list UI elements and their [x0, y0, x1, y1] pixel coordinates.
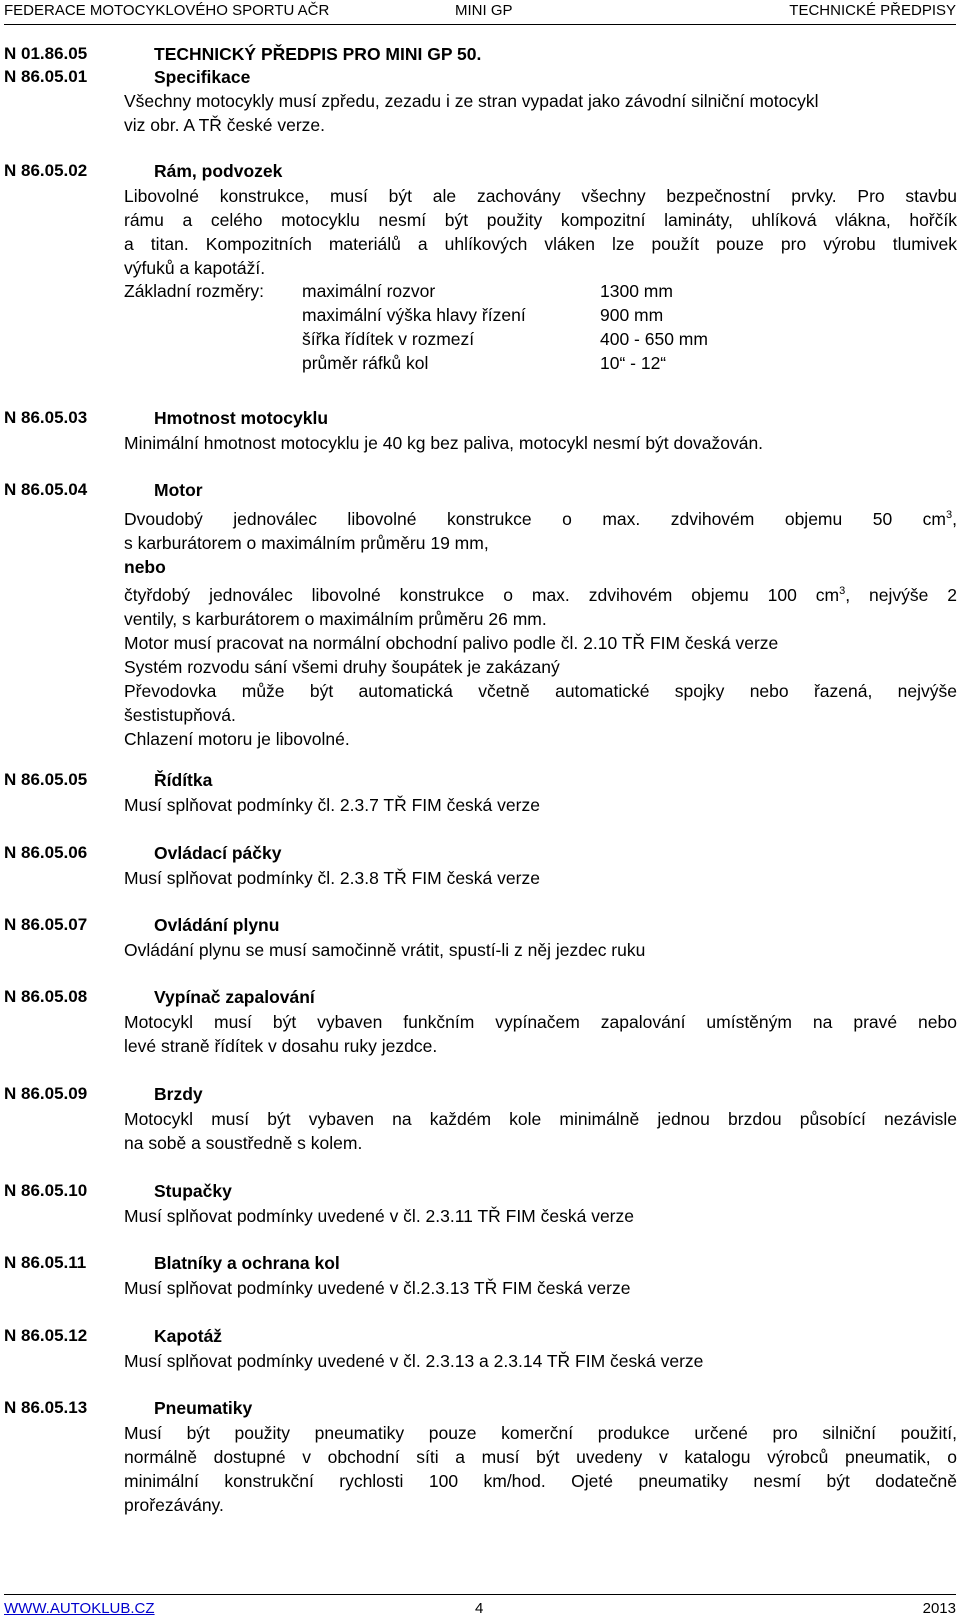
section-number: N 86.05.04 [4, 480, 88, 499]
dimension-name: maximální rozvor [302, 281, 436, 301]
section-number: N 86.05.12 [4, 1326, 88, 1345]
section-title: Kapotáž [154, 1326, 223, 1346]
body-line: Motocykl musí být vybaven na každém kole minimálně jednou brzdou působící nezávisle [124, 1109, 957, 1129]
body-line: levé straně řídítek v dosahu ruky jezdce. [124, 1036, 438, 1056]
section-number: N 86.05.10 [4, 1181, 88, 1200]
section-title: Blatníky a ochrana kol [154, 1253, 340, 1273]
section-body [124, 866, 957, 890]
section-number: N 86.05.08 [4, 987, 88, 1006]
body-line: minimální konstrukční rychlosti 100 km/hod. Ojeté pneumatiky nesmí být dodatečně [124, 1471, 957, 1491]
section-number: N 86.05.05 [4, 770, 88, 789]
page-number: 4 [475, 1600, 484, 1617]
section-title: Pneumatiky [154, 1398, 253, 1418]
body-line: viz obr. A TŘ české verze. [124, 115, 326, 135]
body-line: Musí být použity pneumatiky pouze komerční produkce určené pro silniční použití, [124, 1423, 957, 1443]
body-line: Musí splňovat podmínky uvedené v čl.2.3.13 TŘ FIM česká verze [124, 1278, 631, 1298]
section-title: Specifikace [154, 67, 251, 87]
section-body [124, 793, 957, 817]
body-line: Převodovka může být automatická včetně automatické spojky nebo řazená, nejvýše [124, 680, 957, 701]
body-line: Systém rozvodu sání všemi druhy šoupátek je zakázaný [124, 656, 560, 677]
section-title: Stupačky [154, 1181, 232, 1201]
section-body [124, 1204, 957, 1228]
section-number: N 86.05.01 [4, 67, 88, 86]
section-body [124, 938, 957, 962]
section-number: N 86.05.02 [4, 161, 88, 180]
body-line: Dvoudobý jednoválec libovolné konstrukce o max. zdvihovém objemu 50 $cm^3$, [124, 508, 957, 529]
body-line: Motocykl musí být vybaven funkčním vypínačem zapalování umístěným na pravé nebo [124, 1012, 957, 1032]
body-line: Ovládání plynu se musí samočinně vrátit, spustí-li z něj jezdec ruku [124, 940, 646, 960]
section-number: N 86.05.07 [4, 915, 88, 934]
website-link[interactable]: WWW.AUTOKLUB.CZ [4, 1600, 155, 1617]
body-line: prořezávány. [124, 1495, 224, 1515]
dimension-value: 10“ - 12“ [600, 353, 667, 373]
body-line: výfuků a kapotáží. [124, 258, 266, 278]
body-line: Všechny motocykly musí zpředu, zezadu i ze stran vypadat jako závodní silniční motocykl [124, 91, 819, 111]
body-line: čtyřdobý jednoválec libovolné konstrukce o max. zdvihovém objemu 100 $cm^3$, nejvýše 2 [124, 584, 957, 605]
header-right-title: TECHNICKÉ PŘEDPISY [789, 2, 956, 19]
page-footer [4, 1594, 956, 1619]
section-number: N 86.05.13 [4, 1398, 88, 1417]
body-line: Musí splňovat podmínky uvedené v čl. 2.3.13 a 2.3.14 TŘ FIM česká verze [124, 1351, 704, 1371]
dimension-name: šířka řídítek v rozmezí [302, 329, 475, 349]
section-body [124, 89, 957, 137]
page-header [4, 0, 956, 25]
dimensions-label: Základní rozměry: [124, 281, 265, 301]
body-line: Libovolné konstrukce, musí být ale zachovány všechny bezpečnostní prvky. Pro stavbu [124, 186, 957, 206]
document-number: N 01.86.05 [4, 44, 88, 63]
section-title: Ovládací páčky [154, 843, 282, 863]
body-line: Musí splňovat podmínky uvedené v čl. 2.3.11 TŘ FIM česká verze [124, 1206, 634, 1226]
body-line: na sobě a soustředně s kolem. [124, 1133, 363, 1153]
dimension-value: 400 - 650 mm [600, 329, 708, 349]
body-line: Musí splňovat podmínky čl. 2.3.7 TŘ FIM česká verze [124, 795, 540, 815]
body-line: Motor musí pracovat na normální obchodní palivo podle čl. 2.10 TŘ FIM česká verze [124, 632, 779, 653]
section-title: Brzdy [154, 1084, 203, 1104]
dimension-name: maximální výška hlavy řízení [302, 305, 526, 325]
body-line: Minimální hmotnost motocyklu je 40 kg bez paliva, motocykl nesmí být dovažován. [124, 433, 764, 453]
body-line: nebo [124, 556, 166, 577]
section-title: Řídítka [154, 770, 213, 790]
section-title: Ovládání plynu [154, 915, 280, 935]
section-body [124, 184, 957, 280]
body-line: Chlazení motoru je libovolné. [124, 728, 350, 749]
header-organization: FEDERACE MOTOCYKLOVÉHO SPORTU AČR [4, 2, 330, 19]
body-line: šestistupňová. [124, 704, 236, 725]
dimension-value: 900 mm [600, 305, 664, 325]
section-body [124, 1421, 957, 1517]
section-title: Hmotnost motocyklu [154, 408, 329, 428]
body-line: s karburátorem o maximálním průměru 19 mm, [124, 532, 489, 553]
body-line: normálně dostupné v obchodní síti a musí být uvedeny v katalogu výrobců pneumatik, o [124, 1447, 957, 1467]
section-number: N 86.05.03 [4, 408, 88, 427]
body-line: a titan. Kompozitních materiálů a uhlíkových vláken lze použít pouze pro výrobu tlumivek [124, 234, 957, 254]
header-center-title: MINI GP [455, 2, 513, 19]
body-line: rámu a celého motocyklu nesmí být použity kompozitní lamináty, uhlíková vlákna, hořčík [124, 210, 957, 230]
section-body [124, 1010, 957, 1058]
dimension-value: 1300 mm [600, 281, 673, 301]
dimension-name: průměr ráfků kol [302, 353, 429, 373]
section-body [124, 1349, 957, 1373]
document-title: TECHNICKÝ PŘEDPIS PRO MINI GP 50. [154, 44, 482, 64]
section-body [124, 503, 957, 751]
section-number: N 86.05.09 [4, 1084, 88, 1103]
body-line: ventily, s karburátorem o maximálním průměru 26 mm. [124, 608, 547, 629]
section-body [124, 431, 957, 455]
section-number: N 86.05.06 [4, 843, 88, 862]
section-number: N 86.05.11 [4, 1253, 87, 1272]
section-title: Motor [154, 480, 203, 500]
section-body [124, 1107, 957, 1155]
footer-year: 2013 [922, 1600, 956, 1617]
section-body [124, 1276, 957, 1300]
section-title: Rám, podvozek [154, 161, 283, 181]
body-line: Musí splňovat podmínky čl. 2.3.8 TŘ FIM česká verze [124, 868, 540, 888]
section-title: Vypínač zapalování [154, 987, 315, 1007]
